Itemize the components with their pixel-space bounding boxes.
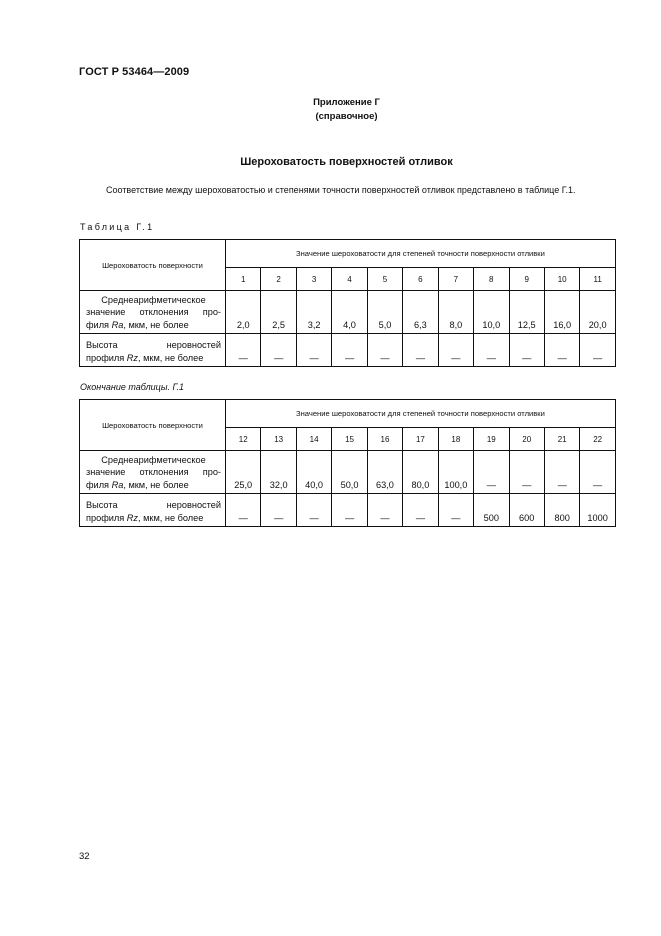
table1-rz-cell-6: — xyxy=(438,334,473,367)
table2-column-header-7: 19 xyxy=(474,428,509,451)
table2-ra-cell-0: 25,0 xyxy=(226,451,261,494)
table1-ra-cell-1: 2,5 xyxy=(261,291,296,334)
annex-title: Приложение Г xyxy=(313,97,380,108)
table2-rz-cell-9: 800 xyxy=(544,494,579,527)
table1-column-header-8: 9 xyxy=(509,268,544,291)
table1-ra-cell-4: 5,0 xyxy=(367,291,402,334)
table2-corner-header: Шероховатость поверхности xyxy=(80,400,226,451)
table2-rz-cell-4: — xyxy=(367,494,402,527)
table1-column-header-9: 10 xyxy=(544,268,579,291)
table1-ra-cell-3: 4,0 xyxy=(332,291,367,334)
document-header: ГОСТ Р 53464—2009 xyxy=(79,66,190,78)
table2-row-rz-label: Высота неровностей профиля Rz, мкм, не более xyxy=(80,494,226,527)
table1-column-header-7: 8 xyxy=(474,268,509,291)
table2-rz-cell-8: 600 xyxy=(509,494,544,527)
table2-ra-cell-9: — xyxy=(544,451,579,494)
table2-column-header-4: 16 xyxy=(367,428,402,451)
table1 xyxy=(79,239,616,367)
table2-column-header-0: 12 xyxy=(226,428,261,451)
table1-group-header: Значение шероховатости для степеней точности поверхности отливки xyxy=(226,240,616,268)
table2-rz-cell-2: — xyxy=(296,494,331,527)
table2-column-header-2: 14 xyxy=(296,428,331,451)
table1-rz-cell-10: — xyxy=(580,334,616,367)
section-title: Шероховатость поверхностей отливок xyxy=(240,156,453,168)
table1-corner-header: Шероховатость поверхности xyxy=(80,240,226,291)
table2-rz-cell-0: — xyxy=(226,494,261,527)
table2-ra-cell-2: 40,0 xyxy=(296,451,331,494)
table1-ra-cell-10: 20,0 xyxy=(580,291,616,334)
table1-rz-cell-8: — xyxy=(509,334,544,367)
table1-rz-cell-1: — xyxy=(261,334,296,367)
table2-rz-cell-10: 1000 xyxy=(580,494,616,527)
table1-rz-cell-3: — xyxy=(332,334,367,367)
annex-subtitle: (справочное) xyxy=(315,111,378,122)
table1-ra-cell-5: 6,3 xyxy=(403,291,438,334)
table2-ra-cell-10: — xyxy=(580,451,616,494)
table2-ra-cell-8: — xyxy=(509,451,544,494)
table1-rz-cell-5: — xyxy=(403,334,438,367)
table1-row-rz-label: Высота неровностей профиля Rz, мкм, не более xyxy=(80,334,226,367)
table1-column-header-1: 2 xyxy=(261,268,296,291)
table1-column-header-6: 7 xyxy=(438,268,473,291)
table1-ra-cell-6: 8,0 xyxy=(438,291,473,334)
table2-column-header-3: 15 xyxy=(332,428,367,451)
page-number: 32 xyxy=(79,851,90,862)
table2-ra-cell-5: 80,0 xyxy=(403,451,438,494)
table1-row-ra-label: Среднеарифметическое значение отклонения про- филя Ra, мкм, не более xyxy=(80,291,226,334)
table2-column-header-8: 20 xyxy=(509,428,544,451)
table2-ra-cell-7: — xyxy=(474,451,509,494)
table1-column-header-3: 4 xyxy=(332,268,367,291)
table2-rz-cell-3: — xyxy=(332,494,367,527)
annex-heading xyxy=(0,96,661,124)
table2-rz-cell-6: — xyxy=(438,494,473,527)
table2-caption: Окончание таблицы. Г.1 xyxy=(80,382,184,392)
table2-column-header-10: 22 xyxy=(580,428,616,451)
table2-row-ra-label: Среднеарифметическое значение отклонения про- филя Ra, мкм, не более xyxy=(80,451,226,494)
table2-ra-cell-3: 50,0 xyxy=(332,451,367,494)
table2-ra-cell-1: 32,0 xyxy=(261,451,296,494)
table1-rz-cell-7: — xyxy=(474,334,509,367)
table1-rz-cell-9: — xyxy=(544,334,579,367)
table2-rz-cell-5: — xyxy=(403,494,438,527)
table1-column-header-0: 1 xyxy=(226,268,261,291)
table1-caption: Таблица Г.1 xyxy=(80,222,155,232)
table2-column-header-6: 18 xyxy=(438,428,473,451)
table2-column-header-9: 21 xyxy=(544,428,579,451)
table1-column-header-2: 3 xyxy=(296,268,331,291)
table2-rz-cell-7: 500 xyxy=(474,494,509,527)
table1-ra-cell-7: 10,0 xyxy=(474,291,509,334)
table1-column-header-5: 6 xyxy=(403,268,438,291)
table2-column-header-5: 17 xyxy=(403,428,438,451)
table1-ra-cell-8: 12,5 xyxy=(509,291,544,334)
table1-column-header-10: 11 xyxy=(580,268,616,291)
table1-rz-cell-0: — xyxy=(226,334,261,367)
table1-rz-cell-4: — xyxy=(367,334,402,367)
table2-ra-cell-6: 100,0 xyxy=(438,451,473,494)
table1-ra-cell-2: 3,2 xyxy=(296,291,331,334)
table2-ra-cell-4: 63,0 xyxy=(367,451,402,494)
table1-column-header-4: 5 xyxy=(367,268,402,291)
table2-rz-cell-1: — xyxy=(261,494,296,527)
table1-rz-cell-2: — xyxy=(296,334,331,367)
table1-ra-cell-0: 2,0 xyxy=(226,291,261,334)
table2-column-header-1: 13 xyxy=(261,428,296,451)
table2-group-header: Значение шероховатости для степеней точности поверхности отливки xyxy=(226,400,616,428)
body-paragraph: Соответствие между шероховатостью и степенями точности поверхностей отливок представлено в таблице Г.1. xyxy=(106,185,576,195)
table1-ra-cell-9: 16,0 xyxy=(544,291,579,334)
table2 xyxy=(79,399,616,527)
